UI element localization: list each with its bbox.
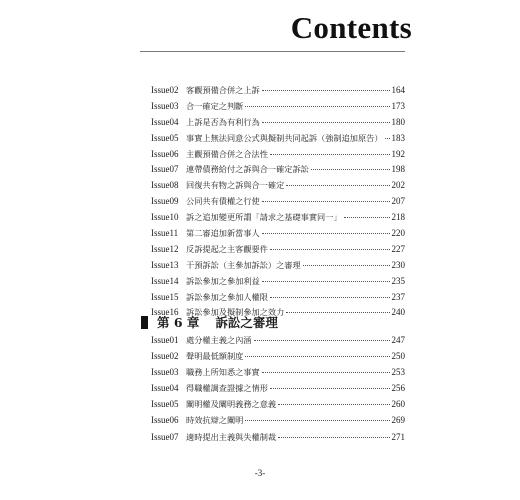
toc-entry[interactable] [151,412,405,428]
dot-leader [262,90,390,91]
toc-entry-title: 反訴提起之主客觀要件 [186,243,268,254]
toc-issue-number: Issue05 [151,132,179,143]
dot-leader [286,185,389,186]
toc-issue-number: Issue04 [151,383,179,394]
toc-entry[interactable] [151,131,405,147]
toc-page-number: 180 [391,116,405,127]
toc-issue-number: Issue13 [151,259,179,270]
dot-leader [278,437,389,438]
toc-page-number: 260 [391,399,405,410]
chapter-heading [141,313,278,331]
toc-issue-number: Issue04 [151,116,179,127]
toc-issue-number: Issue03 [151,100,179,111]
toc-entry[interactable] [151,210,405,226]
dot-leader [262,281,390,282]
toc-entry-title: 客觀預備合併之上訴 [186,85,260,95]
toc-issue-number: Issue01 [151,335,179,345]
title-divider [140,51,405,52]
dot-leader [278,404,389,405]
dot-leader [262,122,390,123]
toc-list-section-1 [151,83,405,321]
toc-issue-number: Issue14 [151,275,179,286]
dot-leader [270,388,390,389]
toc-entry[interactable] [151,396,405,412]
toc-page-number: 269 [391,415,405,426]
toc-issue-number: Issue06 [151,148,179,159]
toc-page-number: 247 [391,335,405,345]
dot-leader [254,340,390,341]
toc-issue-number: Issue10 [151,212,179,223]
toc-page-number: 235 [391,275,405,286]
toc-issue-number: Issue08 [151,180,179,191]
toc-page-number: 253 [391,367,405,378]
toc-entry[interactable] [151,83,405,99]
toc-entry-title: 訴之追加變更所謂「請求之基礎事實同一」 [186,212,342,223]
dot-leader [270,154,390,155]
toc-page-number: 207 [391,196,405,207]
toc-issue-number: Issue05 [151,399,179,410]
toc-page-number: 220 [391,228,405,239]
dot-leader [270,297,390,298]
toc-list-section-2 [151,332,405,445]
toc-entry-title: 上訴是否為有利行為 [186,116,260,127]
dot-leader [245,106,389,107]
toc-issue-number: Issue07 [151,164,179,175]
chapter-marker-icon [141,316,148,329]
toc-page-number: 227 [391,243,405,254]
toc-entry[interactable] [151,348,405,364]
toc-entry-title: 干預訴訟（主參加訴訟）之審理 [186,259,301,270]
dot-leader [245,420,389,421]
toc-entry[interactable] [151,147,405,163]
toc-entry-title: 訴訟參加之參加利益 [186,275,260,286]
dot-leader [262,372,390,373]
toc-entry[interactable] [151,194,405,210]
toc-entry-title: 訴訟參加及擬制參加之效力 [186,307,285,318]
toc-issue-number: Issue02 [151,85,179,95]
toc-entry-title: 聲明最低額制度 [186,351,244,362]
toc-entry[interactable] [151,429,405,445]
toc-entry[interactable] [151,364,405,380]
toc-issue-number: Issue15 [151,291,179,302]
footer-page-number: -3- [254,468,266,478]
toc-entry-title: 第二審追加新當事人 [186,228,260,239]
toc-entry[interactable] [151,258,405,274]
toc-entry[interactable] [151,380,405,396]
toc-entry[interactable] [151,226,405,242]
toc-entry-title: 適時提出主義與失權制裁 [186,431,277,442]
toc-entry[interactable] [151,178,405,194]
toc-issue-number: Issue12 [151,243,179,254]
dot-leader [286,312,389,313]
toc-entry-title: 闡明權及闡明義務之意義 [186,399,277,410]
toc-page-number: 271 [391,431,405,442]
toc-entry[interactable] [151,162,405,178]
toc-entry-title: 主觀預備合併之合法性 [186,148,268,159]
toc-entry-title: 事實上無法同意公式與擬制共同起訴（強制追加原告） [186,132,383,143]
toc-entry-title: 訴訟參加之參加人權限 [186,291,268,302]
dot-leader [303,265,390,266]
toc-page-number: 230 [391,259,405,270]
dot-leader [245,356,389,357]
toc-entry[interactable] [151,99,405,115]
toc-page-number: 202 [391,180,405,191]
toc-entry-title: 回復共有物之訴與合一確定 [186,180,285,191]
toc-page-number: 240 [391,307,405,318]
chapter-title: 訴訟之審理 [215,315,278,330]
toc-page-number: 250 [391,351,405,362]
toc-page-number: 164 [391,85,405,95]
toc-issue-number: Issue09 [151,196,179,207]
dot-leader [262,233,390,234]
chapter-number: 第 6 章 [157,315,200,330]
toc-page-number: 198 [391,164,405,175]
dot-leader [385,138,390,139]
toc-entry-title: 公同共有債權之行使 [186,196,260,207]
dot-leader [262,201,390,202]
toc-entry[interactable] [151,242,405,258]
toc-issue-number: Issue03 [151,367,179,378]
toc-page-number: 183 [391,132,405,143]
dot-leader [311,169,390,170]
toc-issue-number: Issue16 [151,307,179,318]
toc-entry-title: 連帶債務給付之訴與合一確定訴訟 [186,164,309,175]
toc-page-number: 256 [391,383,405,394]
toc-entry-title: 職務上所知悉之事實 [186,367,260,378]
toc-entry-title: 處分權主義之內涵 [186,335,252,345]
toc-issue-number: Issue06 [151,415,179,426]
toc-page-number: 192 [391,148,405,159]
toc-entry[interactable] [151,332,405,348]
page-title: Contents [290,10,412,45]
toc-page-number: 173 [391,100,405,111]
toc-entry-title: 得職權調查證據之情形 [186,383,268,394]
toc-entry-title: 時效抗辯之闡明 [186,415,244,426]
toc-entry[interactable] [151,274,405,290]
dot-leader [270,249,390,250]
toc-entry-title: 合一確定之判斷 [186,100,244,111]
dot-leader [344,217,390,218]
toc-issue-number: Issue02 [151,351,179,362]
toc-issue-number: Issue11 [151,228,179,239]
toc-entry[interactable] [151,290,405,306]
toc-issue-number: Issue07 [151,431,179,442]
toc-page-number: 218 [391,212,405,223]
toc-entry[interactable] [151,115,405,131]
toc-page-number: 237 [391,291,405,302]
